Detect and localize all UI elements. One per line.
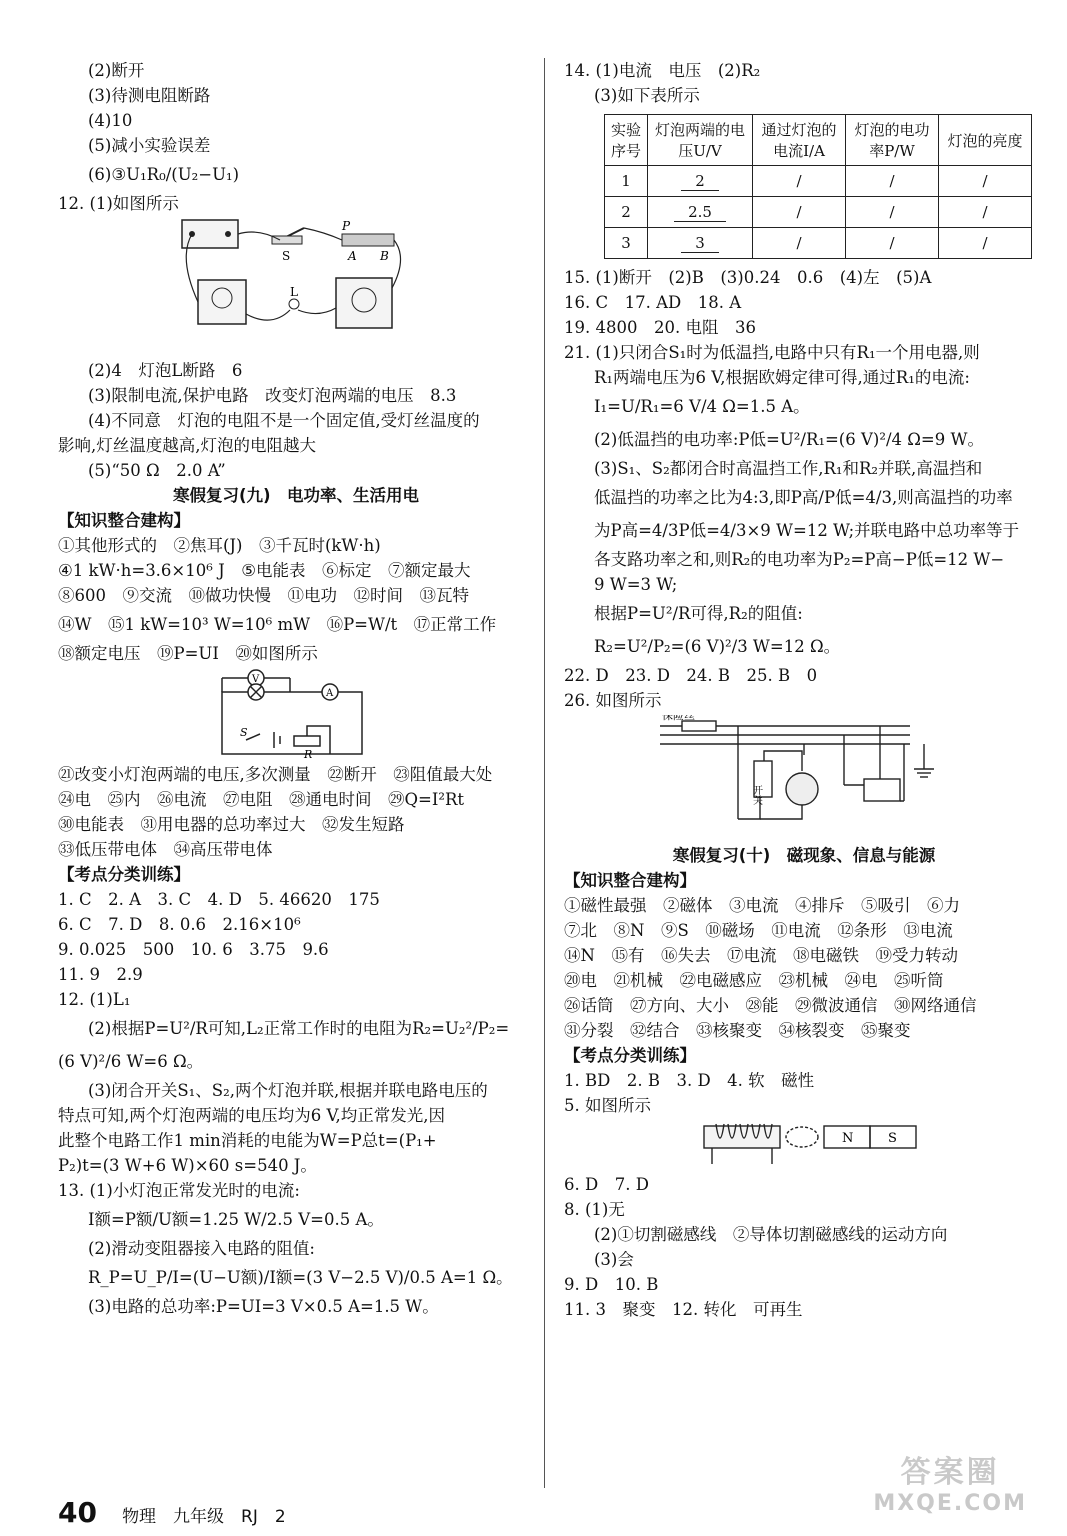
answer-line: (3)限制电流,保护电路 改变灯泡两端的电压 8.3 bbox=[88, 386, 457, 405]
page-footer bbox=[58, 1496, 286, 1529]
answer-line: (6 V)²/6 W=6 Ω。 bbox=[58, 1052, 204, 1071]
answer-line: ㉚电能表 ㉛用电器的总功率过大 ㉜发生短路 bbox=[58, 815, 405, 834]
section-heading: 【考点分类训练】 bbox=[58, 865, 190, 884]
answer-line: ㉖话筒 ㉗方向、大小 ㉘能 ㉙微波通信 ㉚网络通信 bbox=[564, 996, 977, 1015]
answer-line: (5)减小实验误差 bbox=[88, 136, 211, 155]
answer-line: 14. (1)电流 电压 (2)R₂ bbox=[564, 61, 761, 80]
answer-line: ⑳电 ㉑机械 ㉒电磁感应 ㉓机械 ㉔电 ㉕听筒 bbox=[564, 971, 944, 990]
page-number: 40 bbox=[58, 1496, 97, 1529]
answer-line: (3)闭合开关S₁、S₂,两个灯泡并联,根据并联电路电压的 bbox=[88, 1081, 488, 1100]
table-cell: / bbox=[753, 166, 846, 197]
answer-line: (2)低温挡的电功率:P低=U²/R₁=(6 V)²/4 Ω=9 W。 bbox=[594, 430, 984, 449]
answer-line: I额=P额/U额=1.25 W/2.5 V=0.5 A。 bbox=[88, 1210, 384, 1229]
table-cell: 2 bbox=[605, 197, 648, 228]
circuit-diagram bbox=[58, 668, 534, 760]
answer-line: (2)断开 bbox=[88, 61, 145, 80]
fig20-label-S: S bbox=[240, 726, 248, 739]
fig12-label-S: S bbox=[282, 249, 291, 263]
table-cell: / bbox=[753, 197, 846, 228]
fig26-label-switch: 开关 bbox=[750, 785, 762, 805]
fig20-label-V: V bbox=[252, 674, 260, 685]
table-header: 灯泡两端的电压U/V bbox=[648, 115, 753, 166]
answer-line: ⑦北 ⑧N ⑨S ⑩磁场 ⑪电流 ⑫条形 ⑬电流 bbox=[564, 921, 953, 940]
table-cell: 1 bbox=[605, 166, 648, 197]
answer-line: 22. D 23. D 24. B 25. B 0 bbox=[564, 666, 818, 685]
figure-20-circuit bbox=[58, 668, 534, 760]
answer-line: (5)“50 Ω 2.0 A” bbox=[88, 461, 226, 480]
answer-line: 12. (1)L₁ bbox=[58, 990, 131, 1009]
figure-5-electromagnet bbox=[564, 1120, 1044, 1170]
answer-line: ①其他形式的 ②焦耳(J) ③千瓦时(kW·h) bbox=[58, 536, 381, 555]
circuit-diagram bbox=[58, 218, 534, 356]
answer-line: P₂)t=(3 W+6 W)×60 s=540 J。 bbox=[58, 1156, 317, 1175]
answer-line: R_P=U_P/I=(U−U额)/I额=(3 V−2.5 V)/0.5 A=1 Ω。 bbox=[88, 1268, 513, 1287]
answer-line: 19. 4800 20. 电阻 36 bbox=[564, 318, 756, 337]
answer-line: ①磁性最强 ②磁体 ③电流 ④排斥 ⑤吸引 ⑥力 bbox=[564, 896, 960, 915]
answer-line: 15. (1)断开 (2)B (3)0.24 0.6 (4)左 (5)A bbox=[564, 268, 932, 287]
section-title: 寒假复习(十) 磁现象、信息与能源 bbox=[672, 846, 936, 865]
answer-line: 6. D 7. D bbox=[564, 1175, 649, 1194]
electromagnet-diagram bbox=[564, 1120, 1044, 1170]
answer-line: 26. 如图所示 bbox=[564, 691, 662, 710]
right-column bbox=[564, 58, 1044, 1322]
answer-line: (2)滑动变阻器接入电路的阻值: bbox=[88, 1239, 315, 1258]
table-cell: / bbox=[846, 197, 939, 228]
answer-line: 13. (1)小灯泡正常发光时的电流: bbox=[58, 1181, 300, 1200]
answer-line: ⑱额定电压 ⑲P=UI ⑳如图所示 bbox=[58, 644, 318, 663]
fig5-label-N: N bbox=[842, 1131, 854, 1146]
answer-line: 各支路功率之和,则R₂的电功率为P₂=P高−P低=12 W− bbox=[594, 550, 1005, 569]
table-cell: 2 bbox=[681, 172, 719, 191]
fig20-label-A: A bbox=[326, 688, 334, 699]
answer-line: (6)③U₁R₀/(U₂−U₁) bbox=[88, 165, 240, 184]
answer-line: 8. (1)无 bbox=[564, 1200, 625, 1219]
watermark bbox=[873, 1447, 1027, 1516]
fig12-label-B: B bbox=[380, 249, 389, 263]
circuit-diagram bbox=[564, 715, 1044, 841]
answer-line: (4)不同意 灯泡的电阻不是一个固定值,受灯丝温度的 bbox=[88, 411, 480, 430]
table-header-row bbox=[605, 115, 1032, 166]
fig12-label-P: P bbox=[342, 219, 351, 233]
answer-line: 16. C 17. AD 18. A bbox=[564, 293, 742, 312]
answer-line: (2)4 灯泡L断路 6 bbox=[88, 361, 243, 380]
table-header: 实验序号 bbox=[605, 115, 648, 166]
answer-line: (2)①切割磁感线 ②导体切割磁感线的运动方向 bbox=[594, 1225, 948, 1244]
answer-line: 6. C 7. D 8. 0.6 2.16×10⁶ bbox=[58, 915, 301, 934]
section-heading: 【考点分类训练】 bbox=[564, 1046, 696, 1065]
fig26-label-fuse: 保险丝 bbox=[662, 715, 695, 722]
answer-line: (2)根据P=U²/R可知,L₂正常工作时的电阻为R₂=U₂²/P₂= bbox=[88, 1019, 510, 1038]
fig20-label-R: R bbox=[304, 748, 313, 760]
table-cell: / bbox=[939, 197, 1032, 228]
table-row bbox=[605, 166, 1032, 197]
table-cell: / bbox=[846, 166, 939, 197]
table-header: 灯泡的电功率P/W bbox=[846, 115, 939, 166]
answer-line: ④1 kW·h=3.6×10⁶ J ⑤电能表 ⑥标定 ⑦额定最大 bbox=[58, 561, 471, 580]
section-heading: 【知识整合建构】 bbox=[564, 871, 696, 890]
watermark-title: 答案圈 bbox=[900, 1455, 1000, 1490]
figure-26-household-circuit bbox=[564, 715, 1044, 841]
table-row bbox=[605, 228, 1032, 259]
answer-line: I₁=U/R₁=6 V/4 Ω=1.5 A。 bbox=[594, 397, 810, 416]
answer-line: (3)待测电阻断路 bbox=[88, 86, 211, 105]
table-cell: / bbox=[939, 228, 1032, 259]
table-cell: 3 bbox=[681, 234, 719, 253]
table-row bbox=[605, 197, 1032, 228]
figure-12-circuit bbox=[58, 218, 534, 356]
answer-line: ⑧600 ⑨交流 ⑩做功快慢 ⑪电功 ⑫时间 ⑬瓦特 bbox=[58, 586, 469, 605]
answer-line: (3)如下表所示 bbox=[594, 86, 700, 105]
fig12-label-A: A bbox=[348, 249, 357, 263]
answer-line: ㉑改变小灯泡两端的电压,多次测量 ㉒断开 ㉓阻值最大处 bbox=[58, 765, 493, 784]
answer-line: 影响,灯丝温度越高,灯泡的电阻越大 bbox=[58, 436, 316, 455]
answer-line: (4)10 bbox=[88, 111, 133, 130]
answer-line: ㉔电 ㉕内 ㉖电流 ㉗电阻 ㉘通电时间 ㉙Q=I²Rt bbox=[58, 790, 465, 809]
table-cell: 3 bbox=[605, 228, 648, 259]
answer-line: R₁两端电压为6 V,根据欧姆定律可得,通过R₁的电流: bbox=[594, 368, 970, 387]
table-cell: / bbox=[753, 228, 846, 259]
table-cell: / bbox=[846, 228, 939, 259]
fig12-label-L: L bbox=[290, 285, 298, 299]
table-header: 灯泡的亮度 bbox=[939, 115, 1032, 166]
table-cell: 2.5 bbox=[674, 203, 726, 222]
answer-line: 1. BD 2. B 3. D 4. 软 磁性 bbox=[564, 1071, 815, 1090]
answer-line: 11. 3 聚变 12. 转化 可再生 bbox=[564, 1300, 803, 1319]
answer-line: 为P高=4/3P低=4/3×9 W=12 W;并联电路中总功率等于 bbox=[594, 521, 1020, 540]
left-column bbox=[58, 58, 534, 1319]
watermark-url: MXQE.COM bbox=[873, 1491, 1027, 1516]
answer-line: R₂=U²/P₂=(6 V)²/3 W=12 Ω。 bbox=[594, 637, 841, 656]
answer-line: 此整个电路工作1 min消耗的电能为W=P总t=(P₁+ bbox=[58, 1131, 437, 1150]
answer-line: 低温挡的功率之比为4:3,即P高/P低=4/3,则高温挡的功率 bbox=[594, 488, 1013, 507]
answer-line: 根据P=U²/R可得,R₂的阻值: bbox=[594, 604, 803, 623]
answer-line: ㉛分裂 ㉜结合 ㉝核聚变 ㉞核裂变 ㉟聚变 bbox=[564, 1021, 911, 1040]
answer-line: 12. (1)如图所示 bbox=[58, 194, 179, 213]
column-divider bbox=[544, 58, 545, 1488]
answer-line: 11. 9 2.9 bbox=[58, 965, 143, 984]
answer-line: ⑭W ⑮1 kW=10³ W=10⁶ mW ⑯P=W/t ⑰正常工作 bbox=[58, 615, 497, 634]
section-title: 寒假复习(九) 电功率、生活用电 bbox=[172, 486, 420, 505]
answer-line: 9. 0.025 500 10. 6 3.75 9.6 bbox=[58, 940, 329, 959]
table-header: 通过灯泡的电流I/A bbox=[753, 115, 846, 166]
answer-line: ⑭N ⑮有 ⑯失去 ⑰电流 ⑱电磁铁 ⑲受力转动 bbox=[564, 946, 958, 965]
answer-line: (3)会 bbox=[594, 1250, 634, 1269]
answer-line: 9 W=3 W; bbox=[594, 575, 678, 594]
answer-line: (3)S₁、S₂都闭合时高温挡工作,R₁和R₂并联,高温挡和 bbox=[594, 459, 983, 478]
fig5-label-S: S bbox=[888, 1131, 897, 1146]
answer-line: 5. 如图所示 bbox=[564, 1096, 651, 1115]
answer-line: 1. C 2. A 3. C 4. D 5. 46620 175 bbox=[58, 890, 380, 909]
section-heading: 【知识整合建构】 bbox=[58, 511, 190, 530]
footer-info: 物理 九年级 RJ 2 bbox=[122, 1507, 286, 1527]
answer-line: 特点可知,两个灯泡两端的电压均为6 V,均正常发光,因 bbox=[58, 1106, 446, 1125]
answer-line: ㉝低压带电体 ㉞高压带电体 bbox=[58, 840, 273, 859]
table-cell: / bbox=[939, 166, 1032, 197]
answer-line: 9. D 10. B bbox=[564, 1275, 659, 1294]
experiment-table bbox=[604, 114, 1032, 259]
answer-line: (3)电路的总功率:P=UI=3 V×0.5 A=1.5 W。 bbox=[88, 1297, 439, 1316]
answer-line: 21. (1)只闭合S₁时为低温挡,电路中只有R₁一个用电器,则 bbox=[564, 343, 980, 362]
